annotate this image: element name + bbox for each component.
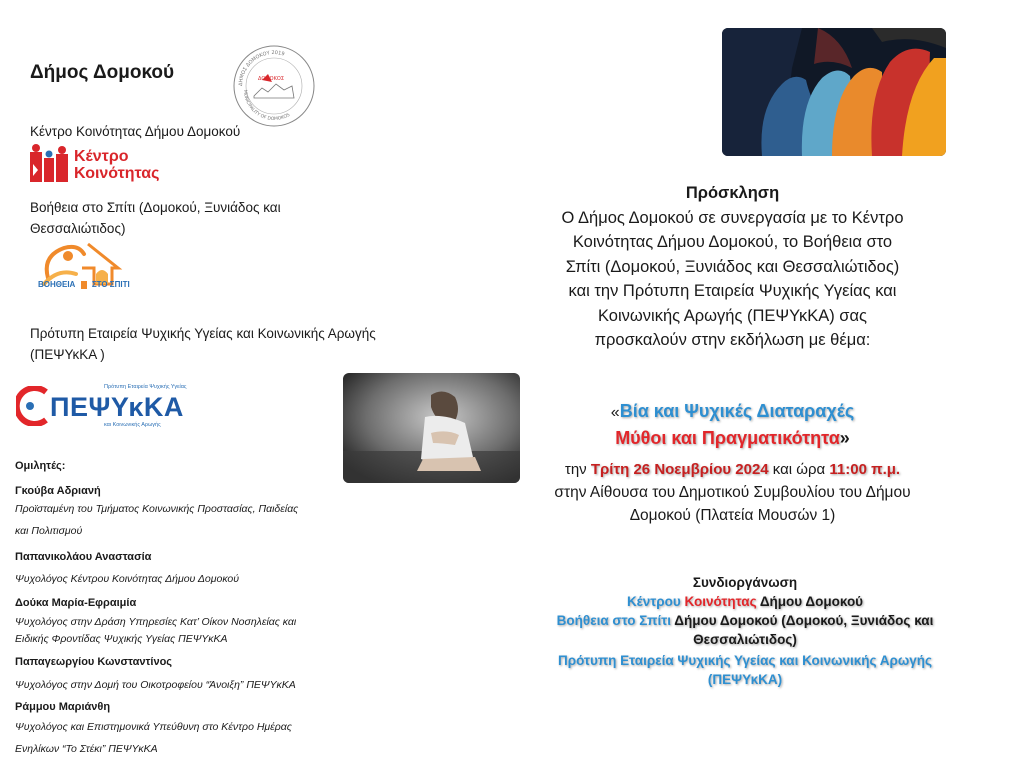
community-center-text: Κέντρο Κοινότητας Δήμου Δομοκού — [30, 124, 241, 139]
event-date: Τρίτη 26 Νοεμβρίου 2024 — [590, 461, 769, 478]
colorful-heads-photo — [722, 28, 946, 156]
speaker-role-line2: Ενηλίκων “Το Στέκι” ΠΕΨΥκΚΑ — [15, 743, 158, 755]
org-line1-a: Κέντρου — [626, 594, 685, 609]
pepsika-mark-icon — [16, 386, 50, 426]
intro-line: Ο Δήμος Δομοκού σε συνεργασία με το Κέντρο — [561, 208, 904, 227]
municipality-seal — [232, 44, 316, 128]
speaker-name: Δούκα Μαρία-Εφραιμία — [15, 597, 137, 609]
org-line5: (ΠΕΨΥκΚΑ) — [707, 672, 783, 687]
house-icon — [38, 238, 128, 286]
speaker-role-line1: Ψυχολόγος και Επιστημονικά Υπεύθυνη στο Κέντρο Ημέρας — [15, 721, 292, 733]
home-help-text-line1: Βοήθεια στο Σπίτι (Δομοκού, Ξυνιάδος και — [30, 200, 281, 215]
intro-line: Κοινότητας Δήμου Δομοκού, το Βοήθεια στο — [572, 233, 893, 251]
speaker-role: Ψυχολόγος Κέντρου Κοινότητας Δήμου Δομοκού — [15, 573, 240, 585]
community-center-logo — [30, 144, 160, 184]
community-logo-line2: Κοινότητας — [74, 165, 160, 182]
intro-line: Κοινωνικής Αρωγής (ΠΕΨΥκΚΑ) σας — [598, 306, 867, 325]
home-logo-word1: ΒΟΗΘΕΙΑ — [38, 280, 76, 289]
speaker-name: Παπανικολάου Αναστασία — [15, 551, 152, 563]
venue-line2: Δομοκού (Πλατεία Μουσών 1) — [629, 507, 836, 524]
org-line4: Πρότυπη Εταιρεία Ψυχικής Υγείας και Κοινωνικής Αρωγής — [557, 653, 933, 668]
speaker-role — [15, 614, 296, 648]
org-line1-c: Δήμου Δομοκού — [756, 594, 864, 609]
org-line3: Θεσσαλιώτιδος) — [693, 632, 797, 647]
municipality-title: Δήμος Δομοκού — [30, 62, 175, 83]
pepsika-text — [30, 323, 376, 365]
pepsika-logo-small-top: Πρότυπη Εταιρεία Ψυχικής Υγείας — [104, 384, 187, 390]
pepsika-text-line1: Πρότυπη Εταιρεία Ψυχικής Υγείας και Κοινωνικής Αρωγής — [30, 326, 376, 341]
open-quote: « — [610, 404, 620, 421]
svg-text:ΔΗΜΟΣ ΔΟΜΟΚΟΥ 2019: ΔΗΜΟΣ ΔΟΜΟΚΟΥ 2019 — [237, 49, 286, 87]
distressed-woman-photo — [343, 373, 520, 483]
close-quote: » — [839, 427, 850, 448]
speaker-role-line1: Προϊσταμένη του Τμήματος Κοινωνικής Προστασίας, Παιδείας — [15, 503, 299, 515]
organizers-heading: Συνδιοργάνωση — [692, 575, 798, 590]
pepsika-logo-text: ΠΕΨΥκΚΑ — [50, 392, 184, 422]
topic-line1: Βία και Ψυχικές Διαταραχές — [619, 401, 855, 421]
invitation-block — [505, 181, 960, 353]
speaker-name: Ράμμου Μαριάνθη — [15, 701, 111, 713]
speaker-role: Ψυχολόγος στην Δομή του Οικοτροφείου “Άνοιξη” ΠΕΨΥκΚΑ — [15, 679, 296, 691]
home-help-text-line2: Θεσσαλιώτιδος) — [30, 221, 126, 236]
pepsika-logo-small-bottom: και Κοινωνικής Αρωγής — [104, 422, 161, 428]
organizers-block — [505, 573, 985, 689]
community-people-icon — [30, 144, 72, 184]
pepsika-text-line2: (ΠΕΨΥκΚΑ ) — [30, 347, 105, 362]
event-topic — [505, 399, 960, 451]
svg-text:MUNICIPALITY OF DOMOKOS: MUNICIPALITY OF DOMOKOS — [241, 89, 291, 123]
pepsika-logo — [16, 382, 196, 434]
org-line1-b: Κοινότητας — [684, 594, 757, 609]
speakers-heading: Ομιλητές: — [15, 460, 66, 472]
date-prefix: την — [564, 461, 591, 478]
topic-line2: Μύθοι και Πραγματικότητα — [615, 427, 840, 448]
speaker-role-line1: Ψυχολόγος στην Δράση Υπηρεσίες Κατ’ Οίκον Νοσηλείας και — [15, 616, 297, 628]
speaker-name: Παπαγεωργίου Κωνσταντίνος — [15, 656, 173, 668]
speaker-role — [15, 716, 292, 760]
speaker-role-line2: και Πολιτισμού — [15, 525, 83, 537]
community-logo-line1: Κέντρο — [74, 148, 129, 165]
invitation-title: Πρόσκληση — [685, 184, 780, 202]
speaker-name: Γκούβα Αδριανή — [15, 485, 101, 497]
org-line2-b: Δήμου Δομοκού (Δομοκού, Ξυνιάδος και — [671, 613, 934, 628]
event-details — [505, 458, 960, 527]
intro-line: προσκαλούν στην εκδήλωση με θέμα: — [594, 331, 871, 349]
svg-text:ΔΟΜΟΚΟΣ: ΔΟΜΟΚΟΣ — [258, 76, 284, 82]
home-logo-word2: ΣΤΟ ΣΠΙΤΙ — [91, 280, 130, 289]
speaker-role-line2: Ειδικής Φροντίδας Ψυχικής Υγείας ΠΕΨΥκΚΑ — [15, 633, 228, 645]
intro-line: Σπίτι (Δομοκού, Ξυνιάδος και Θεσσαλιώτιδος) — [565, 257, 900, 276]
speaker-role — [15, 498, 298, 542]
org-line2-a: Βοήθεια στο Σπίτι — [556, 613, 672, 628]
intro-line: και την Πρότυπη Εταιρεία Ψυχικής Υγείας και — [568, 282, 897, 300]
venue-line1: στην Αίθουσα του Δημοτικού Συμβουλίου του Δήμου — [554, 484, 911, 501]
time-prefix: και ώρα — [768, 461, 830, 478]
event-time: 11:00 π.μ. — [829, 461, 901, 478]
home-help-logo — [38, 238, 156, 298]
logo-accent — [81, 281, 87, 289]
home-help-text — [30, 197, 281, 239]
